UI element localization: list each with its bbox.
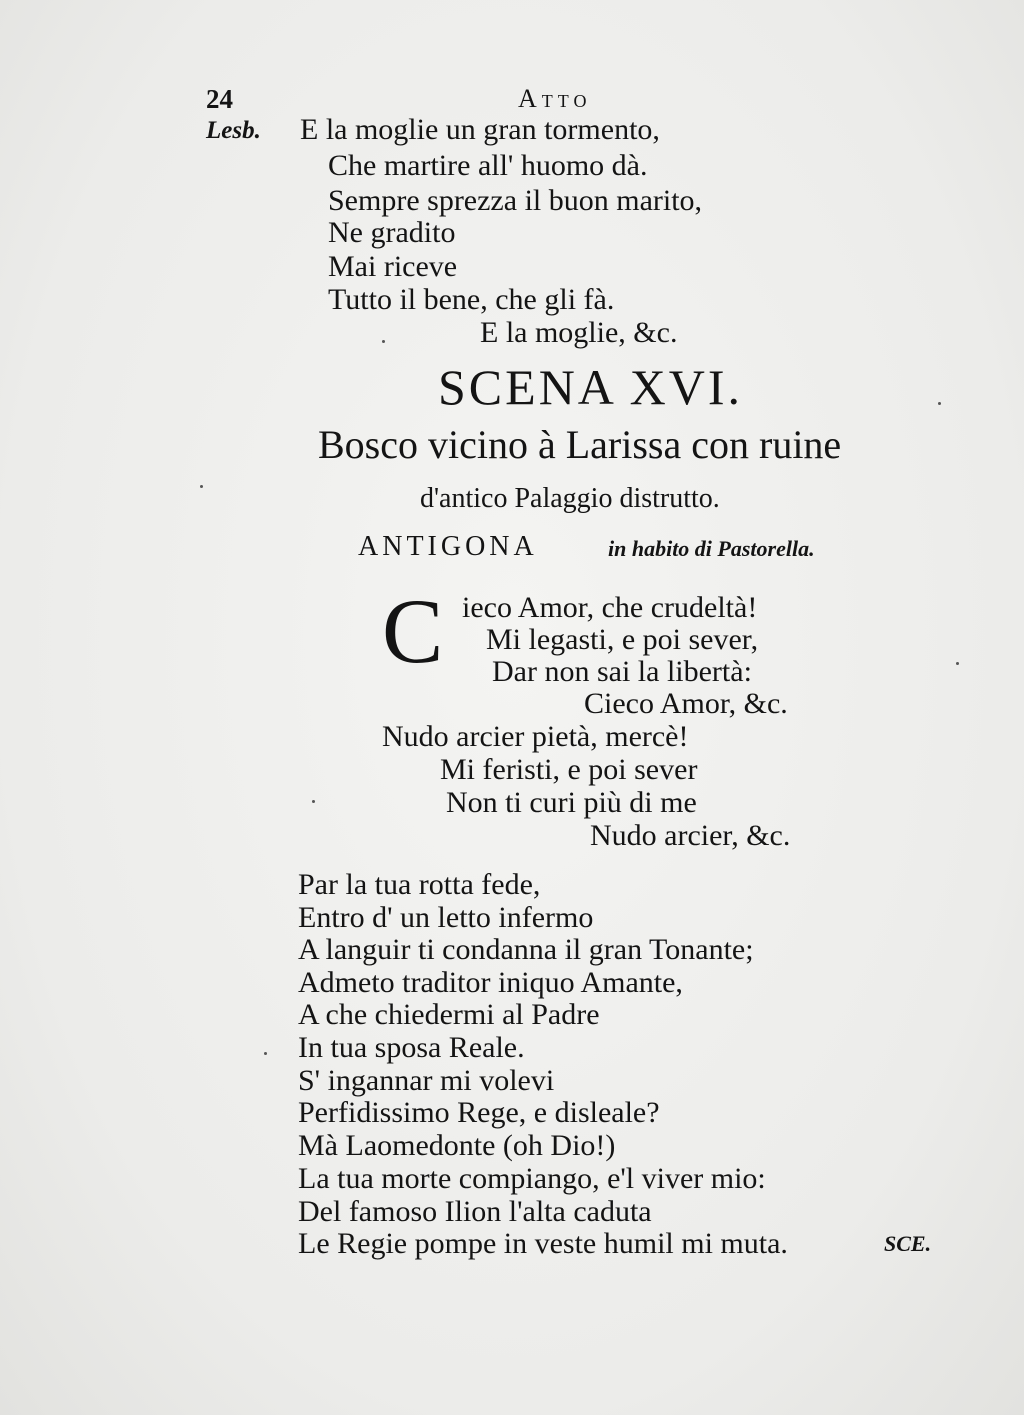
recitative-line: Perfidissimo Rege, e disleale?	[298, 1096, 660, 1129]
running-head: Atto	[518, 84, 592, 113]
refrain-line: Cieco Amor, &c.	[584, 687, 788, 720]
recitative-line: In tua sposa Reale.	[298, 1031, 525, 1064]
recitative-line: S' ingannar mi volevi	[298, 1064, 555, 1097]
recitative-line: A che chiedermi al Padre	[298, 998, 600, 1031]
drop-cap: C	[382, 580, 444, 682]
verse-line: Che martire all' huomo dà.	[328, 149, 648, 182]
verse-line: Nudo arcier pietà, mercè!	[382, 720, 689, 753]
recitative-line: Le Regie pompe in veste humil mi muta.	[298, 1227, 788, 1260]
speaker-label: Lesb.	[206, 117, 261, 144]
scene-setting-line-2: d'antico Palaggio distrutto.	[420, 483, 720, 514]
recitative-line: Par la tua rotta fede,	[298, 868, 541, 901]
stage-direction: in habito di Pastorella.	[608, 536, 815, 561]
verse-line: Tutto il bene, che gli fà.	[328, 283, 615, 316]
verse-line: Mai riceve	[328, 250, 458, 283]
verse-line: Mi feristi, e poi sever	[440, 753, 698, 786]
recitative-line: Admeto traditor iniquo Amante,	[298, 966, 683, 999]
verse-line: Non ti curi più di me	[446, 786, 697, 819]
recitative-line: A languir ti condanna il gran Tonante;	[298, 933, 754, 966]
verse-line: Sempre sprezza il buon marito,	[328, 184, 703, 217]
verse-line: Dar non sai la libertà:	[492, 655, 752, 688]
refrain-line: Nudo arcier, &c.	[590, 819, 791, 852]
scene-heading: SCENA XVI.	[438, 359, 744, 415]
paper-speck	[264, 1052, 267, 1055]
page-number: 24	[206, 84, 233, 114]
verse-line: ieco Amor, che crudeltà!	[462, 591, 758, 624]
character-name: ANTIGONA	[358, 531, 538, 562]
paper-speck	[200, 485, 203, 488]
catchword: SCE.	[884, 1231, 932, 1256]
paper-speck	[312, 800, 315, 803]
paper-speck	[938, 402, 941, 405]
verse-line: Mi legasti, e poi sever,	[486, 623, 759, 656]
recitative-line: Mà Laomedonte (oh Dio!)	[298, 1129, 616, 1162]
verse-line: E la moglie un gran tormento,	[300, 113, 660, 146]
recitative-line: Entro d' un letto infermo	[298, 901, 594, 934]
paper-speck	[382, 340, 385, 343]
recitative-line: La tua morte compiango, e'l viver mio:	[298, 1162, 766, 1195]
scene-setting-line-1: Bosco vicino à Larissa con ruine	[318, 422, 842, 467]
verse-line: Ne gradito	[328, 216, 456, 249]
paper-speck	[956, 662, 959, 665]
recitative-line: Del famoso Ilion l'alta caduta	[298, 1195, 652, 1228]
refrain-line: E la moglie, &c.	[480, 316, 678, 349]
